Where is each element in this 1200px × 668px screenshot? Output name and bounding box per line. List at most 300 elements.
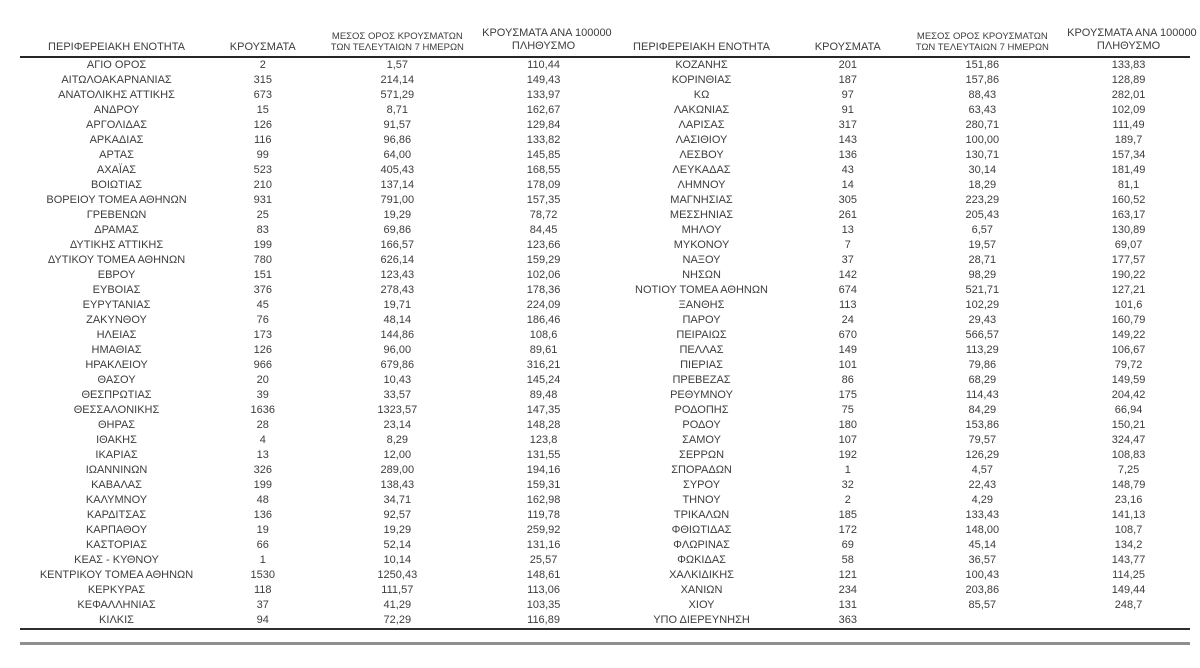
- table-row: [605, 613, 1190, 629]
- per100k-value: 157,34: [1111, 149, 1146, 161]
- cases-value: 674: [838, 284, 857, 296]
- avg7-value: 96,00: [383, 344, 412, 356]
- cases-value: 86: [841, 374, 854, 386]
- table-row: [605, 358, 1190, 373]
- table-row: [20, 73, 605, 88]
- region-name: ΘΕΣΠΡΩΤΙΑΣ: [81, 389, 152, 401]
- avg7-value: 144,86: [380, 329, 415, 341]
- per100k-value: 149,43: [526, 74, 561, 86]
- avg7-value: 100,43: [965, 569, 1000, 581]
- per100k-value: 89,61: [529, 344, 558, 356]
- per100k-value: 145,85: [526, 149, 561, 161]
- table-row: [20, 598, 605, 613]
- avg7-value: 133,43: [965, 509, 1000, 521]
- table-row: [20, 388, 605, 403]
- avg7-value: 29,43: [968, 314, 997, 326]
- cases-value: 107: [838, 434, 857, 446]
- region-name: ΚΑΡΠΑΘΟΥ: [85, 524, 148, 536]
- avg7-value: [897, 613, 1067, 629]
- per100k-value: 102,09: [1111, 104, 1146, 116]
- avg7-value: 69,86: [383, 224, 412, 236]
- region-name: ΜΕΣΣΗΝΙΑΣ: [669, 209, 734, 221]
- avg7-value: 289,00: [380, 464, 415, 476]
- table-row: [605, 298, 1190, 313]
- avg7-value: 278,43: [380, 284, 415, 296]
- cases-value: 201: [838, 59, 857, 71]
- table-row: [605, 463, 1190, 478]
- per100k-value: 160,79: [1111, 314, 1146, 326]
- table-row: [605, 523, 1190, 538]
- table-row: [20, 373, 605, 388]
- per100k-value: 162,98: [526, 494, 561, 506]
- cases-value: 126: [253, 344, 272, 356]
- per100k-value: 224,09: [526, 299, 561, 311]
- table-row: [20, 568, 605, 583]
- avg7-value: 48,14: [383, 314, 412, 326]
- table-row: [605, 478, 1190, 493]
- header-region: ΠΕΡΙΦΕΡΕΙΑΚΗ ΕΝΟΤΗΤΑ: [20, 20, 213, 57]
- avg7-value: 679,86: [380, 359, 415, 371]
- region-name: ΙΘΑΚΗΣ: [96, 434, 137, 446]
- table-row: [605, 118, 1190, 133]
- cases-value: 151: [253, 269, 272, 281]
- avg7-value: 157,86: [965, 74, 1000, 86]
- cases-value: 143: [838, 134, 857, 146]
- per100k-value: 282,01: [1111, 89, 1146, 101]
- per100k-value: 248,7: [1114, 599, 1143, 611]
- per100k-value: 149,59: [1111, 374, 1146, 386]
- per100k-value: 113,06: [527, 584, 560, 596]
- per100k-value: 128,89: [1111, 74, 1146, 86]
- header-avg7-line1: ΜΕΣΟΣ ΟΡΟΣ ΚΡΟΥΣΜΑΤΩΝ: [331, 31, 463, 42]
- avg7-value: 4,57: [971, 464, 994, 476]
- cases-value: 136: [253, 509, 272, 521]
- avg7-value: 1250,43: [377, 569, 418, 581]
- cases-value: 199: [253, 239, 272, 251]
- cases-value: 118: [253, 584, 272, 596]
- per100k-value: 129,84: [526, 119, 561, 131]
- region-name: ΦΛΩΡΙΝΑΣ: [673, 539, 730, 551]
- table-row: [20, 148, 605, 163]
- table-row: [20, 418, 605, 433]
- cases-value: 326: [253, 464, 272, 476]
- table-row: [605, 403, 1190, 418]
- cases-value: 670: [838, 329, 857, 341]
- avg7-value: 8,71: [386, 104, 409, 116]
- table-row: [20, 283, 605, 298]
- region-name: ΡΟΔΟΠΗΣ: [674, 404, 729, 416]
- region-name: ΓΡΕΒΕΝΩΝ: [86, 209, 147, 221]
- avg7-value: 126,29: [965, 449, 1000, 461]
- avg7-value: 223,29: [965, 194, 1000, 206]
- header-avg7: [897, 20, 1067, 57]
- region-name: ΣΠΟΡΑΔΩΝ: [671, 464, 732, 476]
- avg7-value: 19,29: [383, 209, 412, 221]
- avg7-value: 41,29: [383, 599, 412, 611]
- region-name: ΖΑΚΥΝΘΟΥ: [86, 314, 147, 326]
- table-header-right: [605, 20, 1197, 57]
- per100k-value: 134,2: [1114, 539, 1143, 551]
- cases-value: 94: [256, 614, 269, 626]
- cases-value: 113: [838, 299, 857, 311]
- table-row: [605, 313, 1190, 328]
- table-row: [20, 103, 605, 118]
- table-row: [20, 403, 605, 418]
- cases-value: 76: [256, 314, 269, 326]
- cases-value: 673: [253, 89, 272, 101]
- per100k-value: 148,79: [1111, 479, 1146, 491]
- region-name: ΡΟΔΟΥ: [682, 419, 721, 431]
- region-name: ΤΡΙΚΑΛΩΝ: [673, 509, 730, 521]
- cases-value: 192: [838, 449, 857, 461]
- table-row: [20, 538, 605, 553]
- cases-value: 149: [838, 344, 857, 356]
- cases-value: 20: [256, 374, 269, 386]
- region-name: ΚΑΒΑΛΑΣ: [91, 479, 142, 491]
- header-avg7-line1: ΜΕΣΟΣ ΟΡΟΣ ΚΡΟΥΣΜΑΤΩΝ: [916, 31, 1048, 42]
- avg7-value: 102,29: [965, 299, 1000, 311]
- cases-value: 14: [841, 179, 854, 191]
- avg7-value: 280,71: [965, 119, 1000, 131]
- table-row: [605, 208, 1190, 223]
- avg7-value: 521,71: [965, 284, 1000, 296]
- region-name: ΣΥΡΟΥ: [683, 479, 721, 491]
- region-name: ΣΑΜΟΥ: [682, 434, 721, 446]
- avg7-value: 6,57: [971, 224, 994, 236]
- region-name: ΕΒΡΟΥ: [97, 269, 136, 281]
- per100k-value: 110,44: [527, 59, 560, 71]
- region-name: ΛΑΚΩΝΙΑΣ: [673, 104, 730, 116]
- avg7-value: 52,14: [383, 539, 412, 551]
- table-body-right: [605, 57, 1190, 629]
- table-row: [605, 448, 1190, 463]
- table-row: [20, 253, 605, 268]
- per100k-value: 186,46: [526, 314, 561, 326]
- region-name: ΚΑΡΔΙΤΣΑΣ: [86, 509, 147, 521]
- per100k-value: 123,8: [529, 434, 558, 446]
- avg7-value: 130,71: [965, 149, 1000, 161]
- avg7-value: 19,57: [968, 239, 997, 251]
- per100k-value: 108,7: [1114, 524, 1143, 536]
- cases-value: 101: [838, 359, 857, 371]
- per100k-value: 141,13: [1111, 509, 1146, 521]
- table-row: [605, 328, 1190, 343]
- cases-value: 97: [841, 89, 854, 101]
- table-row: [20, 163, 605, 178]
- table-row: [20, 328, 605, 343]
- avg7-value: 34,71: [383, 494, 412, 506]
- avg7-value: 571,29: [380, 89, 415, 101]
- cases-value: 261: [838, 209, 857, 221]
- tables-flex: [20, 20, 1197, 630]
- cases-value: 1: [259, 554, 266, 566]
- per100k-value: 23,16: [1114, 494, 1143, 506]
- cases-value: 172: [838, 524, 857, 536]
- avg7-value: 45,14: [968, 539, 997, 551]
- region-name: ΑΓΙΟ ΟΡΟΣ: [86, 59, 147, 71]
- region-name: ΛΕΥΚΑΔΑΣ: [672, 164, 731, 176]
- page-bottom-rule: [20, 642, 1190, 645]
- cases-value: 99: [256, 149, 269, 161]
- region-name: ΚΙΛΚΙΣ: [99, 614, 134, 626]
- cases-value: 91: [841, 104, 854, 116]
- cases-value: 966: [253, 359, 272, 371]
- table-row: [20, 448, 605, 463]
- avg7-value: 137,14: [380, 179, 415, 191]
- per100k-value: 159,31: [526, 479, 561, 491]
- cases-value: 32: [841, 479, 854, 491]
- cases-value: 363: [838, 614, 857, 626]
- region-name: ΧΑΛΚΙΔΙΚΗΣ: [669, 569, 734, 581]
- region-name: ΗΡΑΚΛΕΙΟΥ: [85, 359, 148, 371]
- per100k-value: 81,1: [1117, 179, 1140, 191]
- region-name: ΚΑΛΥΜΝΟΥ: [85, 494, 148, 506]
- region-name: ΛΑΡΙΣΑΣ: [678, 119, 725, 131]
- avg7-value: 153,86: [965, 419, 1000, 431]
- table-row: [605, 388, 1190, 403]
- header-per100k-line1: ΚΡΟΥΣΜΑΤΑ ΑΝΑ 100000: [482, 27, 612, 39]
- table-row: [605, 223, 1190, 238]
- cases-value: 7: [844, 239, 851, 251]
- cases-value: 780: [253, 254, 272, 266]
- cases-value: 121: [838, 569, 857, 581]
- avg7-value: 23,14: [383, 419, 412, 431]
- per100k-value: 178,36: [526, 284, 561, 296]
- avg7-value: 72,29: [383, 614, 412, 626]
- cases-value: 43: [841, 164, 854, 176]
- avg7-value: 98,29: [968, 269, 997, 281]
- header-avg7-line2: ΤΩΝ ΤΕΛΕΥΤΑΙΩΝ 7 ΗΜΕΡΩΝ: [330, 42, 464, 53]
- table-row: [605, 253, 1190, 268]
- table-row: [20, 208, 605, 223]
- avg7-value: 791,00: [380, 194, 415, 206]
- region-name: ΕΥΡΥΤΑΝΙΑΣ: [82, 299, 151, 311]
- per100k-value: 103,35: [526, 599, 561, 611]
- cases-value: 45: [256, 299, 269, 311]
- cases-value: 66: [256, 539, 269, 551]
- per100k-value: 116,89: [527, 614, 560, 626]
- avg7-value: 151,86: [965, 59, 1000, 71]
- cases-value: 315: [253, 74, 272, 86]
- region-name: ΚΟΡΙΝΘΙΑΣ: [671, 74, 732, 86]
- region-name: ΠΑΡΟΥ: [682, 314, 721, 326]
- avg7-value: 626,14: [380, 254, 415, 266]
- table-row: [20, 358, 605, 373]
- table-row: [605, 508, 1190, 523]
- cases-value: 28: [256, 419, 269, 431]
- table-row: [20, 313, 605, 328]
- region-name: ΒΟΡΕΙΟΥ ΤΟΜΕΑ ΑΘΗΝΩΝ: [46, 194, 187, 206]
- table-row: [605, 73, 1190, 88]
- cases-value: 69: [841, 539, 854, 551]
- avg7-value: 1323,57: [377, 404, 418, 416]
- table-row: [20, 238, 605, 253]
- table-row: [605, 103, 1190, 118]
- cases-value: 75: [841, 404, 854, 416]
- avg7-value: 166,57: [380, 239, 415, 251]
- avg7-value: 203,86: [965, 584, 1000, 596]
- header-per100k: [482, 20, 612, 57]
- per100k-value: 177,57: [1111, 254, 1146, 266]
- region-name: ΑΡΓΟΛΙΔΑΣ: [86, 119, 148, 131]
- header-avg7: [312, 20, 482, 57]
- region-name: ΗΜΑΘΙΑΣ: [91, 344, 142, 356]
- region-name: ΝΗΣΩΝ: [682, 269, 721, 281]
- avg7-value: 33,57: [383, 389, 412, 401]
- table-row: [20, 343, 605, 358]
- per100k-value: 148,28: [526, 419, 561, 431]
- per100k-value: [1067, 613, 1190, 629]
- region-name: ΘΕΣΣΑΛΟΝΙΚΗΣ: [73, 404, 160, 416]
- table-row: [605, 57, 1190, 73]
- table-row: [20, 118, 605, 133]
- cases-value: 15: [256, 104, 269, 116]
- avg7-value: 1,57: [386, 59, 409, 71]
- per100k-value: 163,17: [1111, 209, 1146, 221]
- region-name: ΚΕΡΚΥΡΑΣ: [87, 584, 146, 596]
- per100k-value: 66,94: [1114, 404, 1143, 416]
- per100k-value: 130,89: [1111, 224, 1146, 236]
- region-name: ΑΙΤΩΛΟΑΚΑΡΝΑΝΙΑΣ: [61, 74, 172, 86]
- cases-value: 39: [256, 389, 269, 401]
- cases-value: 1636: [250, 404, 275, 416]
- cases-value: 58: [841, 554, 854, 566]
- table-row: [20, 298, 605, 313]
- per100k-value: 78,72: [529, 209, 558, 221]
- region-name: ΛΕΣΒΟΥ: [679, 149, 724, 161]
- table-row: [20, 433, 605, 448]
- avg7-value: 96,86: [383, 134, 412, 146]
- region-name: ΝΑΞΟΥ: [682, 254, 721, 266]
- cases-value: 2: [844, 494, 851, 506]
- region-name: ΣΕΡΡΩΝ: [679, 449, 725, 461]
- header-avg7-line2: ΤΩΝ ΤΕΛΕΥΤΑΙΩΝ 7 ΗΜΕΡΩΝ: [915, 42, 1049, 53]
- table-row: [605, 568, 1190, 583]
- per100k-value: 259,92: [526, 524, 561, 536]
- per100k-value: 101,6: [1114, 299, 1143, 311]
- region-name: ΚΟΖΑΝΗΣ: [675, 59, 728, 71]
- avg7-value: 205,43: [965, 209, 1000, 221]
- per100k-value: 111,49: [1112, 119, 1145, 131]
- per100k-value: 157,35: [526, 194, 561, 206]
- cases-value: 180: [838, 419, 857, 431]
- avg7-value: 405,43: [380, 164, 415, 176]
- table-row: [20, 178, 605, 193]
- avg7-value: 10,14: [383, 554, 412, 566]
- per100k-value: 148,61: [526, 569, 561, 581]
- avg7-value: 113,29: [965, 344, 999, 356]
- region-name: ΚΕΑΣ - ΚΥΘΝΟΥ: [74, 554, 159, 566]
- avg7-value: 111,57: [381, 584, 414, 596]
- per100k-value: 131,16: [526, 539, 561, 551]
- avg7-value: 138,43: [380, 479, 415, 491]
- region-name: ΚΑΣΤΟΡΙΑΣ: [85, 539, 148, 551]
- header-cases: ΚΡΟΥΣΜΑΤΑ: [798, 20, 897, 57]
- table-row: [20, 133, 605, 148]
- per100k-value: 160,52: [1111, 194, 1146, 206]
- region-name: ΞΑΝΘΗΣ: [678, 299, 725, 311]
- per100k-value: 162,67: [526, 104, 561, 116]
- avg7-value: 68,29: [968, 374, 997, 386]
- avg7-value: 12,00: [383, 449, 412, 461]
- per100k-value: 159,29: [526, 254, 561, 266]
- region-name: ΚΕΦΑΛΛΗΝΙΑΣ: [77, 599, 156, 611]
- cases-value: 37: [256, 599, 269, 611]
- table-row: [20, 613, 605, 629]
- avg7-value: 123,43: [380, 269, 415, 281]
- avg7-value: 64,00: [383, 149, 412, 161]
- header-per100k-line1: ΚΡΟΥΣΜΑΤΑ ΑΝΑ 100000: [1067, 27, 1197, 39]
- cases-value: 376: [253, 284, 272, 296]
- avg7-value: 148,00: [965, 524, 1000, 536]
- per100k-value: 150,21: [1111, 419, 1146, 431]
- per100k-value: 178,09: [526, 179, 561, 191]
- table-body-left: [20, 57, 605, 629]
- per100k-value: 149,44: [1111, 584, 1146, 596]
- table-row: [20, 583, 605, 598]
- region-name: ΑΝΑΤΟΛΙΚΗΣ ΑΤΤΙΚΗΣ: [58, 89, 175, 101]
- table-row: [605, 283, 1190, 298]
- table-row: [20, 193, 605, 208]
- table-row: [605, 373, 1190, 388]
- table-row: [605, 193, 1190, 208]
- region-name: ΑΡΚΑΔΙΑΣ: [89, 134, 144, 146]
- region-name: ΑΧΑΪΑΣ: [96, 164, 137, 176]
- per100k-value: 7,25: [1117, 464, 1140, 476]
- header-per100k: [1067, 20, 1197, 57]
- table-header-left: [20, 20, 612, 57]
- cases-value: 126: [253, 119, 272, 131]
- region-name: ΧΑΝΙΩΝ: [680, 584, 723, 596]
- region-name: ΠΕΙΡΑΙΩΣ: [676, 329, 727, 341]
- per100k-value: 108,83: [1111, 449, 1146, 461]
- region-name: ΑΝΔΡΟΥ: [93, 104, 140, 116]
- region-name: ΑΡΤΑΣ: [99, 149, 134, 161]
- avg7-value: 114,43: [965, 389, 999, 401]
- cases-value: 48: [256, 494, 269, 506]
- per100k-value: 190,22: [1111, 269, 1146, 281]
- cases-value: 13: [841, 224, 854, 236]
- avg7-value: 214,14: [380, 74, 415, 86]
- region-name: ΔΡΑΜΑΣ: [94, 224, 139, 236]
- table-row: [20, 493, 605, 508]
- header-region: ΠΕΡΙΦΕΡΕΙΑΚΗ ΕΝΟΤΗΤΑ: [605, 20, 798, 57]
- per100k-value: 147,35: [526, 404, 561, 416]
- region-name: ΘΗΡΑΣ: [97, 419, 136, 431]
- region-name: ΘΑΣΟΥ: [97, 374, 136, 386]
- region-name: ΠΕΛΛΑΣ: [679, 344, 724, 356]
- cases-value: 13: [256, 449, 269, 461]
- avg7-value: 63,43: [968, 104, 997, 116]
- avg7-value: 91,57: [383, 119, 412, 131]
- region-name: ΜΗΛΟΥ: [681, 224, 722, 236]
- table-row: [20, 57, 605, 73]
- per100k-value: 149,22: [1111, 329, 1146, 341]
- table-row: [20, 88, 605, 103]
- region-name: ΔΥΤΙΚΗΣ ΑΤΤΙΚΗΣ: [69, 239, 164, 251]
- cases-value: 4: [259, 434, 266, 446]
- cases-value: 136: [838, 149, 857, 161]
- per100k-value: 133,82: [526, 134, 561, 146]
- per100k-value: 123,66: [526, 239, 561, 251]
- region-name: ΤΗΝΟΥ: [682, 494, 721, 506]
- cases-table-right: [605, 20, 1197, 630]
- region-name: ΚΕΝΤΡΙΚΟΥ ΤΟΜΕΑ ΑΘΗΝΩΝ: [39, 569, 194, 581]
- per100k-value: 133,83: [1111, 59, 1146, 71]
- cases-value: 931: [253, 194, 272, 206]
- cases-value: 2: [259, 59, 266, 71]
- region-name: ΛΗΜΝΟΥ: [677, 179, 726, 191]
